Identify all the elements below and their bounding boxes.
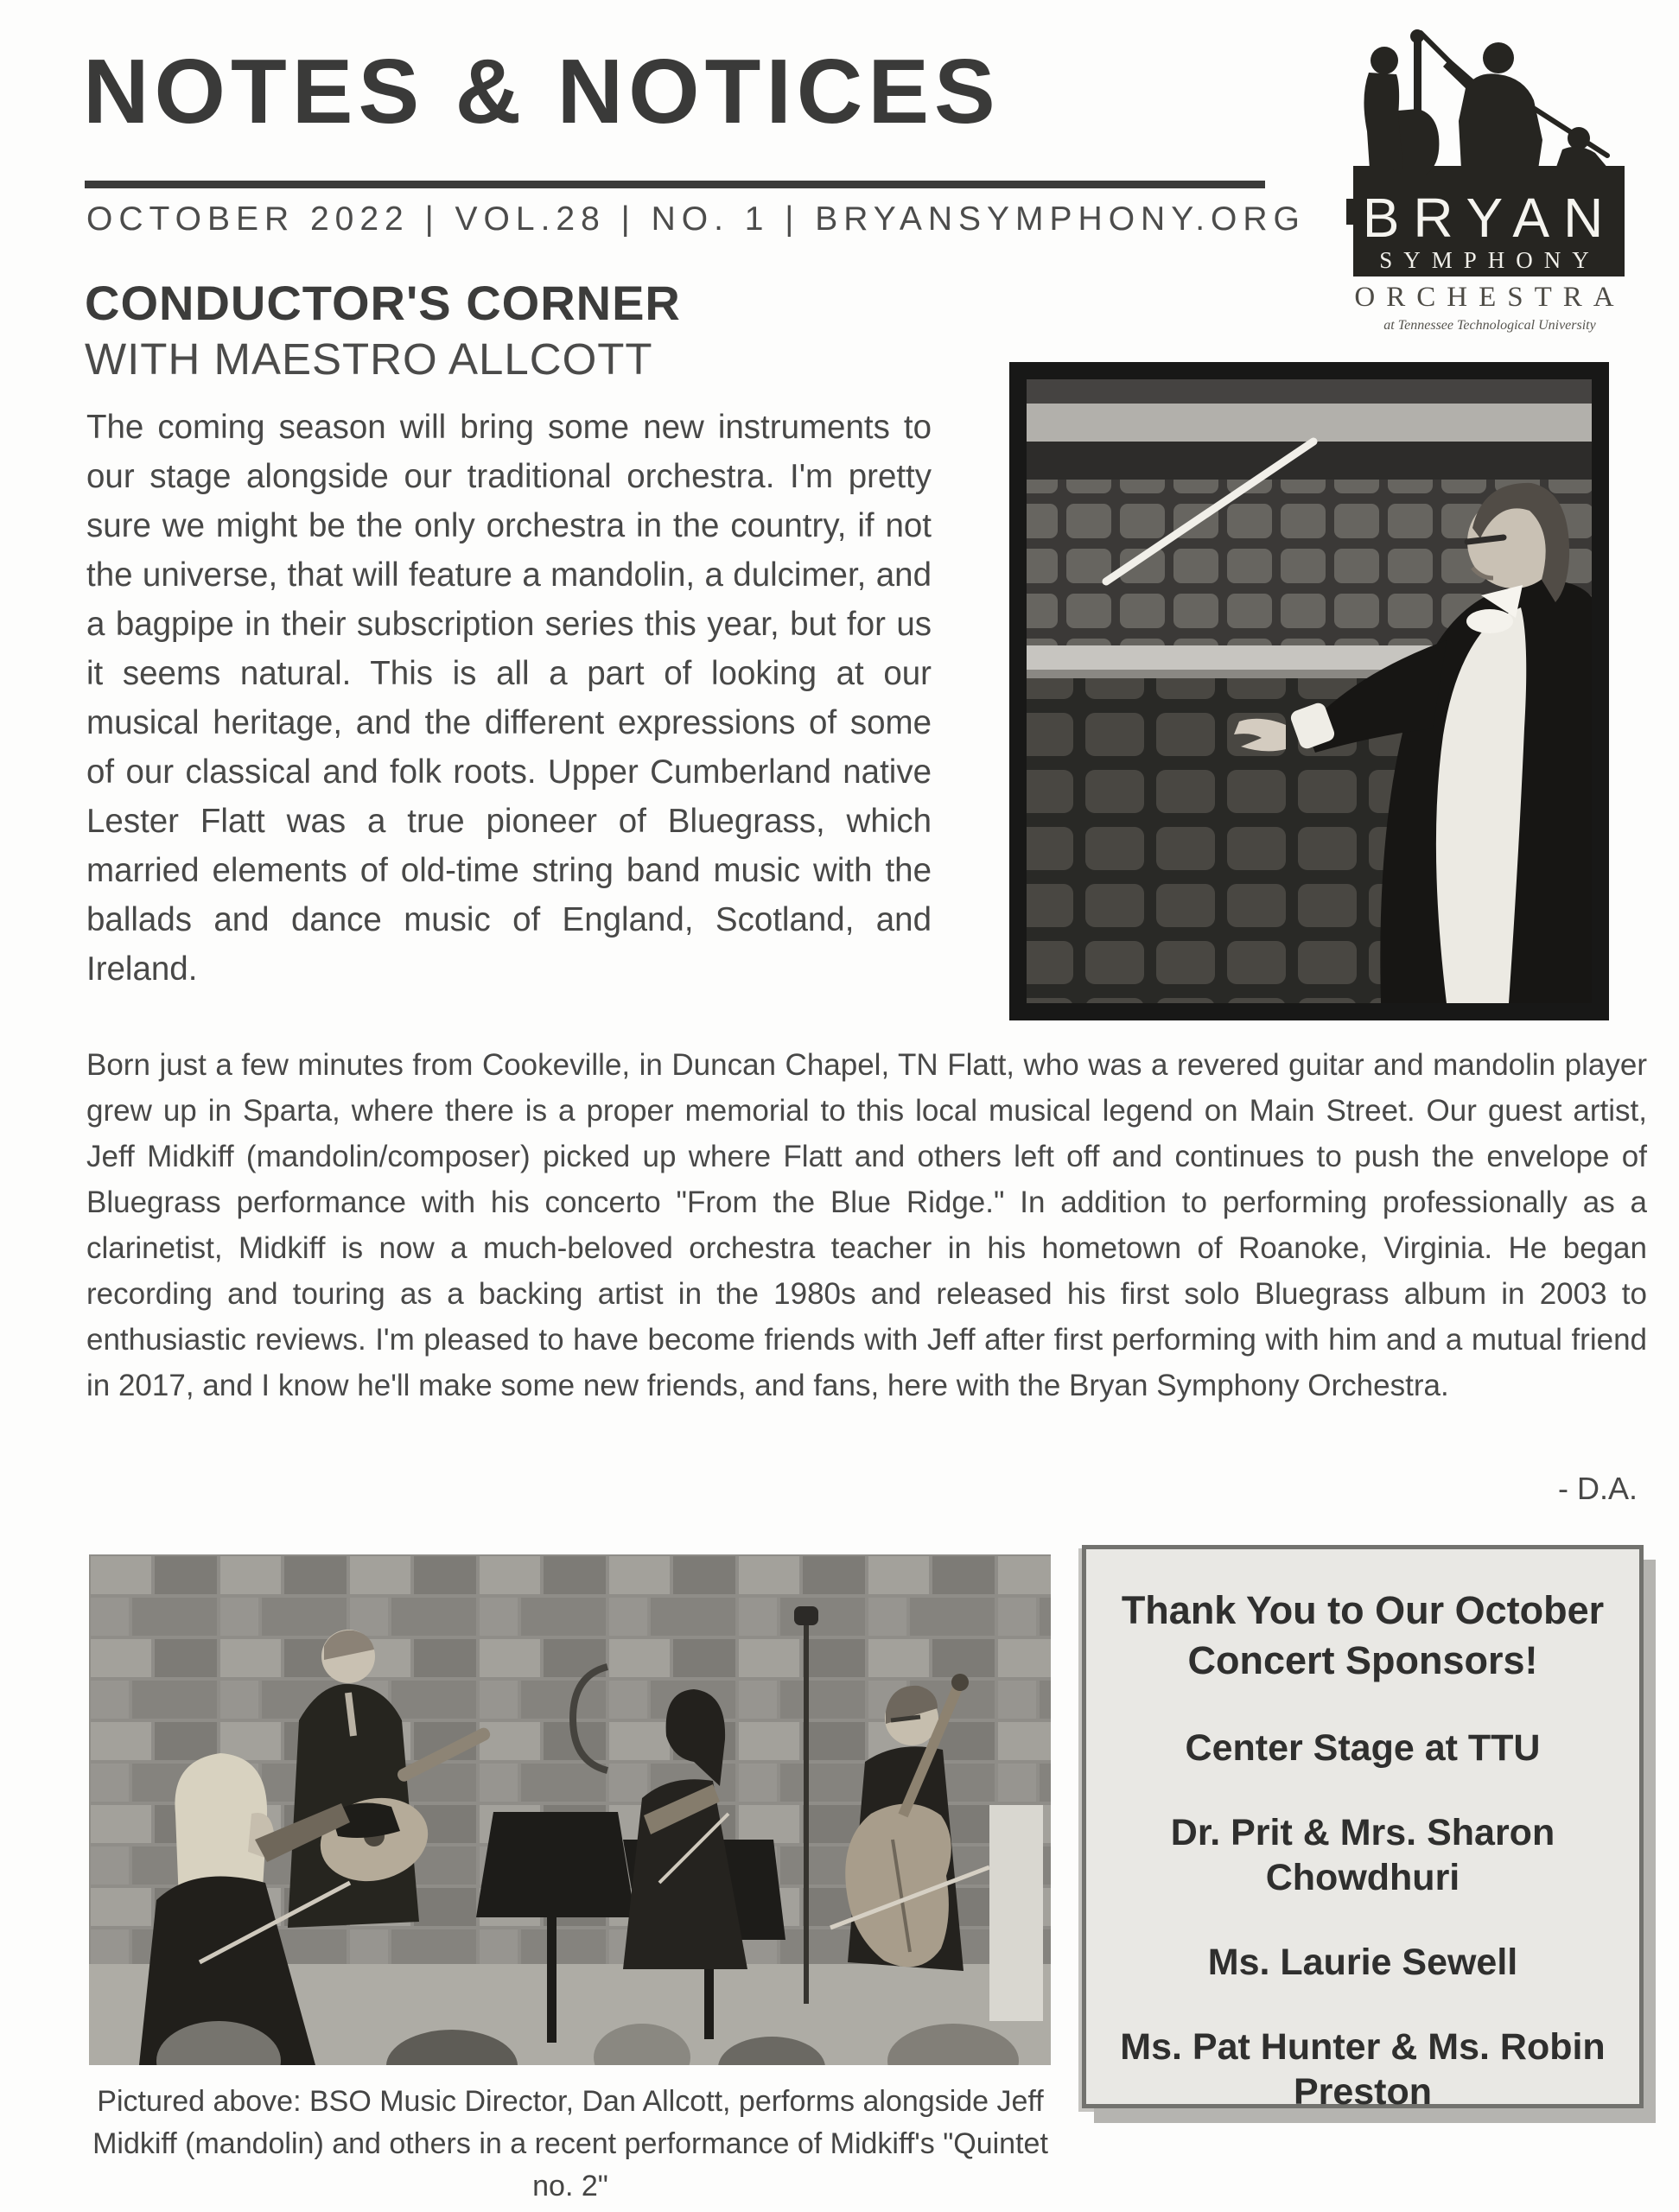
- logo-symphony: SYMPHONY: [1379, 247, 1600, 273]
- quintet-performance-photo: [89, 1554, 1051, 2065]
- issue-line: OCTOBER 2022 | VOL.28 | NO. 1 | BRYANSYMPHONY.ORG: [86, 200, 1306, 238]
- conductor-photo-image: [1009, 362, 1609, 1020]
- sponsor-heading: Thank You to Our October Concert Sponsors!: [1121, 1588, 1605, 1682]
- sponsor-item: Dr. Prit & Mrs. Sharon Chowdhuri: [1170, 1812, 1555, 1898]
- author-initials: - D.A.: [1557, 1471, 1638, 1506]
- quintet-photo-image: [89, 1554, 1051, 2065]
- sponsor-box: [1082, 1545, 1644, 2113]
- sponsor-item: Ms. Laurie Sewell: [1207, 1942, 1518, 1983]
- article-paragraph-1: The coming season will bring some new instruments to our stage alongside our traditional orchestra. I'm pretty sure we might be the only orchestra in the country, if not the universe, that will feature a mandolin, a dulcimer, and a bagpipe in their subscription series this year, but for us it seems natural. This is all a part of looking at our musical heritage, and the different expressions of some of our classical and folk roots. Upper Cumberland native Lester Flatt was a true pioneer of Bluegrass, which married elements of old-time string band music with the ballads and dance music of England, Scotland, and Ireland.: [86, 409, 932, 988]
- sponsor-item: Center Stage at TTU: [1185, 1727, 1541, 1769]
- section-subheading: WITH MAESTRO ALLCOTT: [85, 334, 653, 384]
- logo-name: BRYAN: [1362, 187, 1618, 249]
- logo-orchestra: ORCHESTRA: [1354, 282, 1625, 313]
- masthead-divider: [85, 181, 1265, 188]
- orchestra-silhouette-icon: [1320, 17, 1657, 341]
- bryan-symphony-logo: [1320, 17, 1657, 341]
- photo-caption: Pictured above: BSO Music Director, Dan Allcott, performs alongside Jeff Midkiff (mandolin) and others in a recent performance of Midkiff's "Quintet no. 2": [92, 2085, 1048, 2202]
- section-heading: CONDUCTOR'S CORNER: [85, 276, 681, 330]
- article-paragraph-2: Born just a few minutes from Cookeville, in Duncan Chapel, TN Flatt, who was a revered guitar and mandolin player grew up in Sparta, where there is a proper memorial to this local musical legend on Main Street. Our guest artist, Jeff Midkiff (mandolin/composer) picked up where Flatt and others left off and continues to push the envelope of Bluegrass performance with his concerto "From the Blue Ridge." In addition to performing professionally as a clarinetist, Midkiff is now a much-beloved orchestra teacher in his hometown of Roanoke, Virginia. He began recording and touring as a backing artist in the 1980s and released his first solo Bluegrass album in 2003 to enthusiastic reviews. I'm pleased to have become friends with Jeff after first performing with him and a mutual friend in 2017, and I know he'll make some new friends, and fans, here with the Bryan Symphony Orchestra.: [86, 1048, 1647, 1402]
- sponsor-item: Ms. Pat Hunter & Ms. Robin Preston: [1120, 2026, 1606, 2113]
- logo-tagline: at Tennessee Technological University: [1383, 318, 1596, 333]
- newsletter-title: NOTES & NOTICES: [83, 41, 1001, 143]
- conductor-photo: [1009, 362, 1609, 1020]
